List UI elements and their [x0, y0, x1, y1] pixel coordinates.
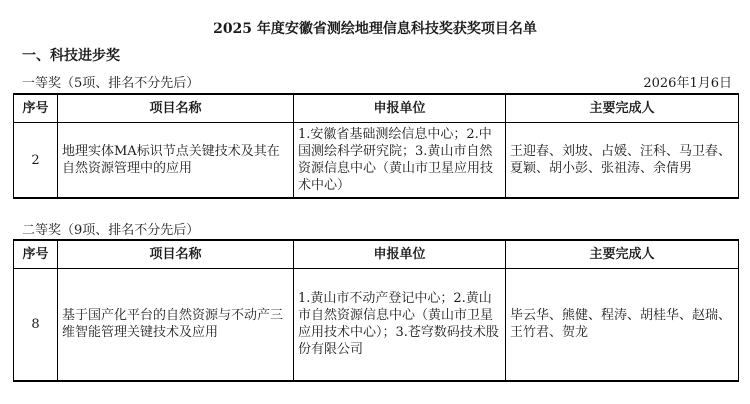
table-header-row — [14, 94, 739, 123]
row-units: 1.黄山市不动产登记中心；2.黄山市自然资源信息中心（黄山市卫星应用技术中心）；3.苍穹数码技术股份有限公司 — [294, 269, 506, 381]
table-row — [14, 269, 739, 381]
row-people: 王迎春、刘坡、占媛、汪科、马卫春、夏颖、胡小彭、张祖涛、余倩男 — [506, 123, 739, 199]
second-prize-table — [13, 239, 739, 382]
col-header-no: 序号 — [14, 94, 58, 123]
row-project-name: 基于国产化平台的自然资源与不动产三维智能管理关键技术及应用 — [58, 269, 294, 381]
page-title: 2025 年度安徽省测绘地理信息科技奖获奖项目名单 — [213, 21, 537, 37]
row-units: 1.安徽省基础测绘信息中心；2.中国测绘科学研究院；3.黄山市自然资源信息中心（黄山市卫星应用技术中心） — [294, 123, 506, 199]
col-header-people: 主要完成人 — [506, 94, 739, 123]
row-project-name: 地理实体MA标识节点关键技术及其在自然资源管理中的应用 — [58, 123, 294, 199]
first-prize-table — [13, 93, 739, 199]
group-label-second-prize: 二等奖（9项、排名不分先后） — [22, 223, 200, 238]
col-header-units: 申报单位 — [294, 94, 506, 123]
row-no: 2 — [14, 123, 58, 199]
table-header-row — [14, 240, 739, 269]
row-no: 8 — [14, 269, 58, 381]
section-heading: 一、科技进步奖 — [22, 48, 120, 64]
publish-date: 2026年1月6日 — [643, 76, 732, 91]
col-header-people: 主要完成人 — [506, 240, 739, 269]
row-people: 毕云华、熊健、程涛、胡桂华、赵瑞、王竹君、贺龙 — [506, 269, 739, 381]
table-row — [14, 123, 739, 199]
group-label-first-prize: 一等奖（5项、排名不分先后） — [22, 76, 200, 91]
col-header-units: 申报单位 — [294, 240, 506, 269]
col-header-name: 项目名称 — [58, 240, 294, 269]
col-header-name: 项目名称 — [58, 94, 294, 123]
col-header-no: 序号 — [14, 240, 58, 269]
